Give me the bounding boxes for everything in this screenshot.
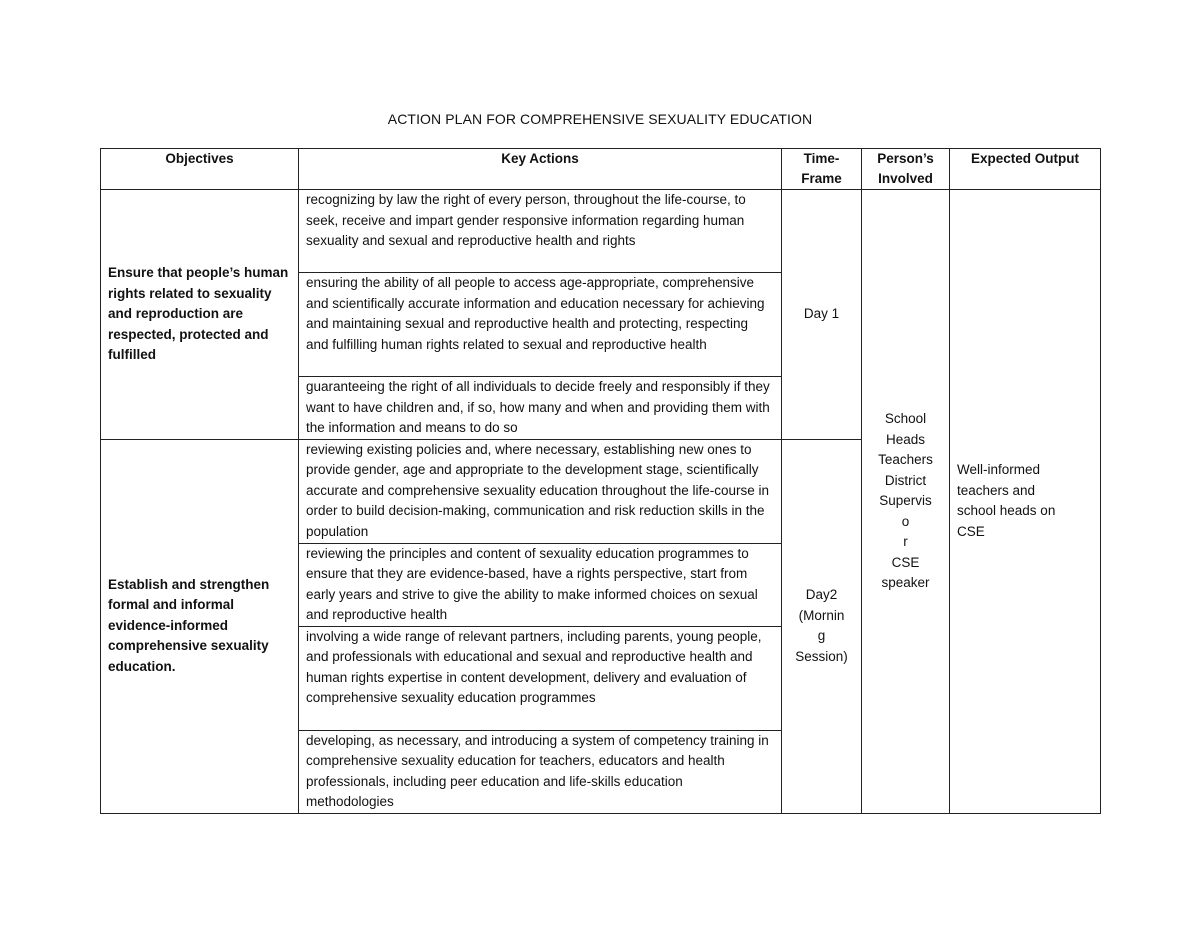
key-action-cell: developing, as necessary, and introducing a system of competency training in comprehensive sexuality education for teachers, educators and health professionals, including peer education and life-skills education methodologies [299, 730, 782, 813]
key-action-cell: recognizing by law the right of every person, throughout the life-course, to seek, receive and impart gender responsive information regarding human sexuality and sexual and reproductive health and rights [299, 190, 782, 273]
header-expected-output: Expected Output [950, 149, 1101, 190]
header-key-actions: Key Actions [299, 149, 782, 190]
header-objectives: Objectives [101, 149, 299, 190]
table-row [101, 190, 1101, 273]
header-time-frame: Time- Frame [782, 149, 862, 190]
header-persons-involved: Person’s Involved [862, 149, 950, 190]
key-action-cell: guaranteeing the right of all individuals to decide freely and responsibly if they want to have children and, if so, how many and when and providing them with the information and means to do so [299, 377, 782, 440]
time-frame-cell: Day 1 [782, 190, 862, 440]
key-action-cell: ensuring the ability of all people to access age-appropriate, comprehensive and scientifically accurate information and education necessary for achieving and maintaining sexual and reproductive health and protecting, respecting and fulfilling human rights related to sexual and reproductive health [299, 273, 782, 377]
objective-cell: Ensure that people’s human rights related to sexuality and reproduction are respected, protected and fulfilled [101, 190, 299, 440]
key-action-cell: involving a wide range of relevant partners, including parents, young people, and professionals with educational and sexual and reproductive health and human rights expertise in content development, delivery and evaluation of comprehensive sexuality education programmes [299, 626, 782, 730]
key-action-cell: reviewing the principles and content of sexuality education programmes to ensure that they are evidence-based, have a rights perspective, start from early years and strive to give the ability to make informed choices on sexual and reproductive health [299, 543, 782, 626]
action-plan-table [100, 148, 1101, 814]
time-frame-cell: Day2 (Mornin g Session) [782, 439, 862, 813]
key-action-cell: reviewing existing policies and, where necessary, establishing new ones to provide gender, age and appropriate to the development stage, scientifically accurate and comprehensive sexuality education throughout the life-course in order to build decision-making, communication and risk reduction skills in the population [299, 439, 782, 543]
persons-involved-cell: School Heads Teachers District Superviso r CSE speaker [862, 190, 950, 814]
expected-output-cell: Well-informed teachers and school heads on CSE [950, 190, 1101, 814]
document-title: ACTION PLAN FOR COMPREHENSIVE SEXUALITY EDUCATION [387, 111, 813, 127]
table-header-row [101, 149, 1101, 190]
objective-cell: Establish and strengthen formal and informal evidence-informed comprehensive sexuality education. [101, 439, 299, 813]
